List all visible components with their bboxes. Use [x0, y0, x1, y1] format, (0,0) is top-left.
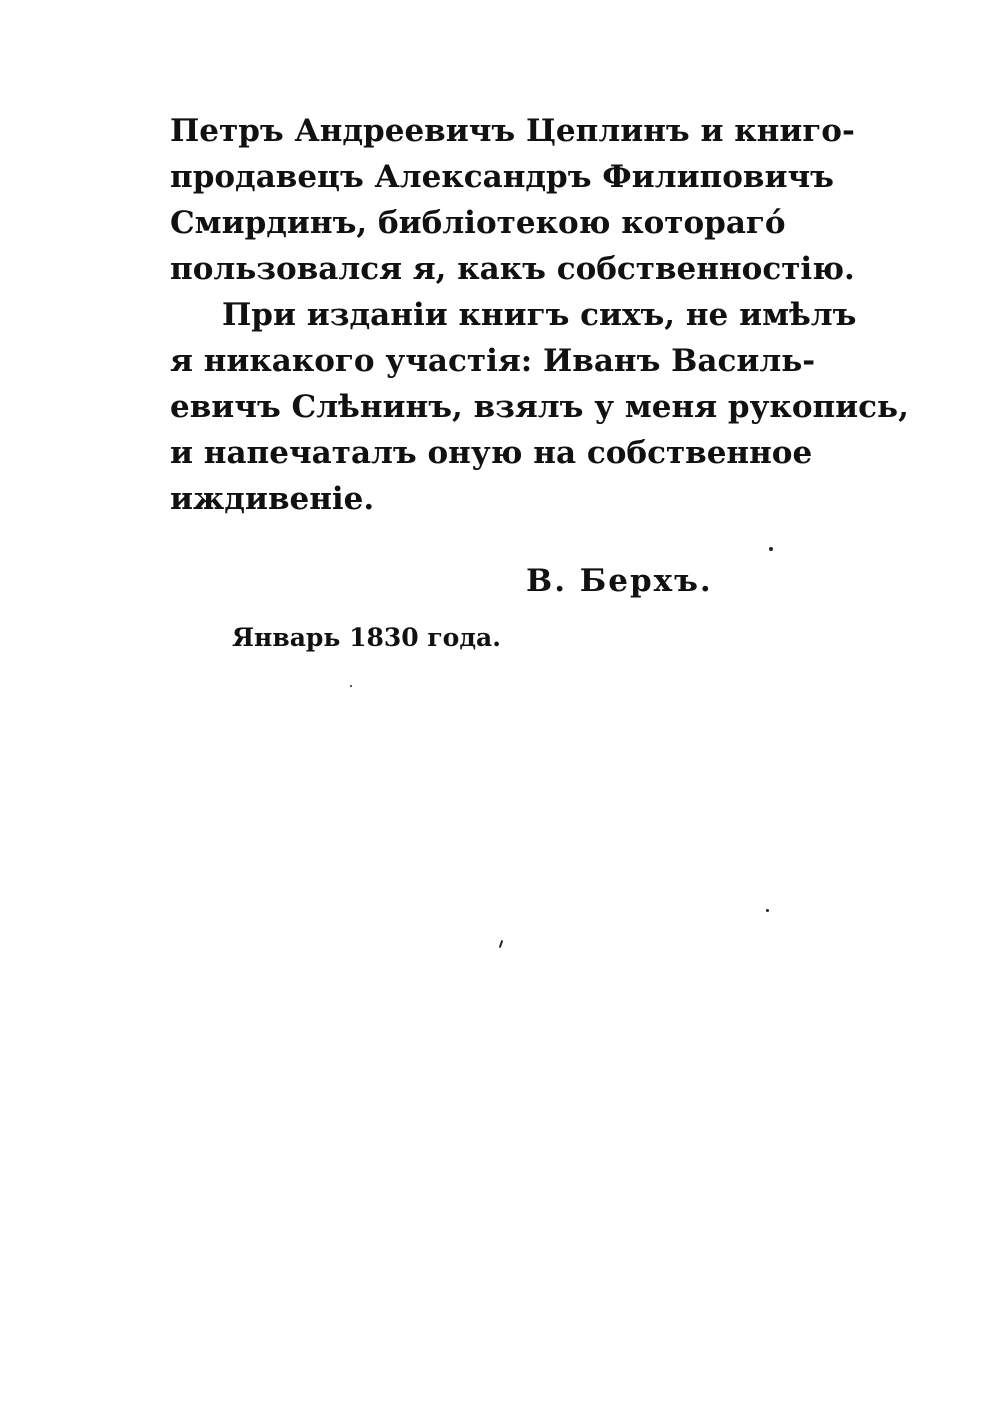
text-line: иждивеніе. — [170, 481, 375, 517]
author-signature: В. Берхъ. — [526, 563, 713, 599]
paragraph-2 — [170, 292, 909, 522]
text-line: При изданіи книгъ сихъ, не имѣлъ — [222, 297, 857, 333]
text-line: я никакого участія: Иванъ Василь- — [170, 343, 816, 379]
text-line: продавецъ Александръ Филиповичъ — [170, 159, 834, 195]
text-line: и напечаталъ оную на собственное — [170, 435, 813, 471]
scan-speck — [499, 940, 504, 948]
body-text — [170, 108, 909, 522]
date-line: Январь 1830 года. — [232, 623, 501, 652]
text-line: пользовался я, какъ собственностію. — [170, 251, 855, 287]
paragraph-1 — [170, 108, 855, 292]
scan-speck — [350, 685, 352, 687]
scan-speck — [766, 909, 769, 912]
scan-speck — [769, 547, 773, 551]
text-line: Смирдинъ, библіотекою которагó — [170, 205, 786, 241]
text-line: евичъ Слѣнинъ, взялъ у меня рукопись, — [170, 389, 909, 425]
text-line: Петръ Андреевичъ Цеплинъ и книго- — [170, 113, 855, 149]
